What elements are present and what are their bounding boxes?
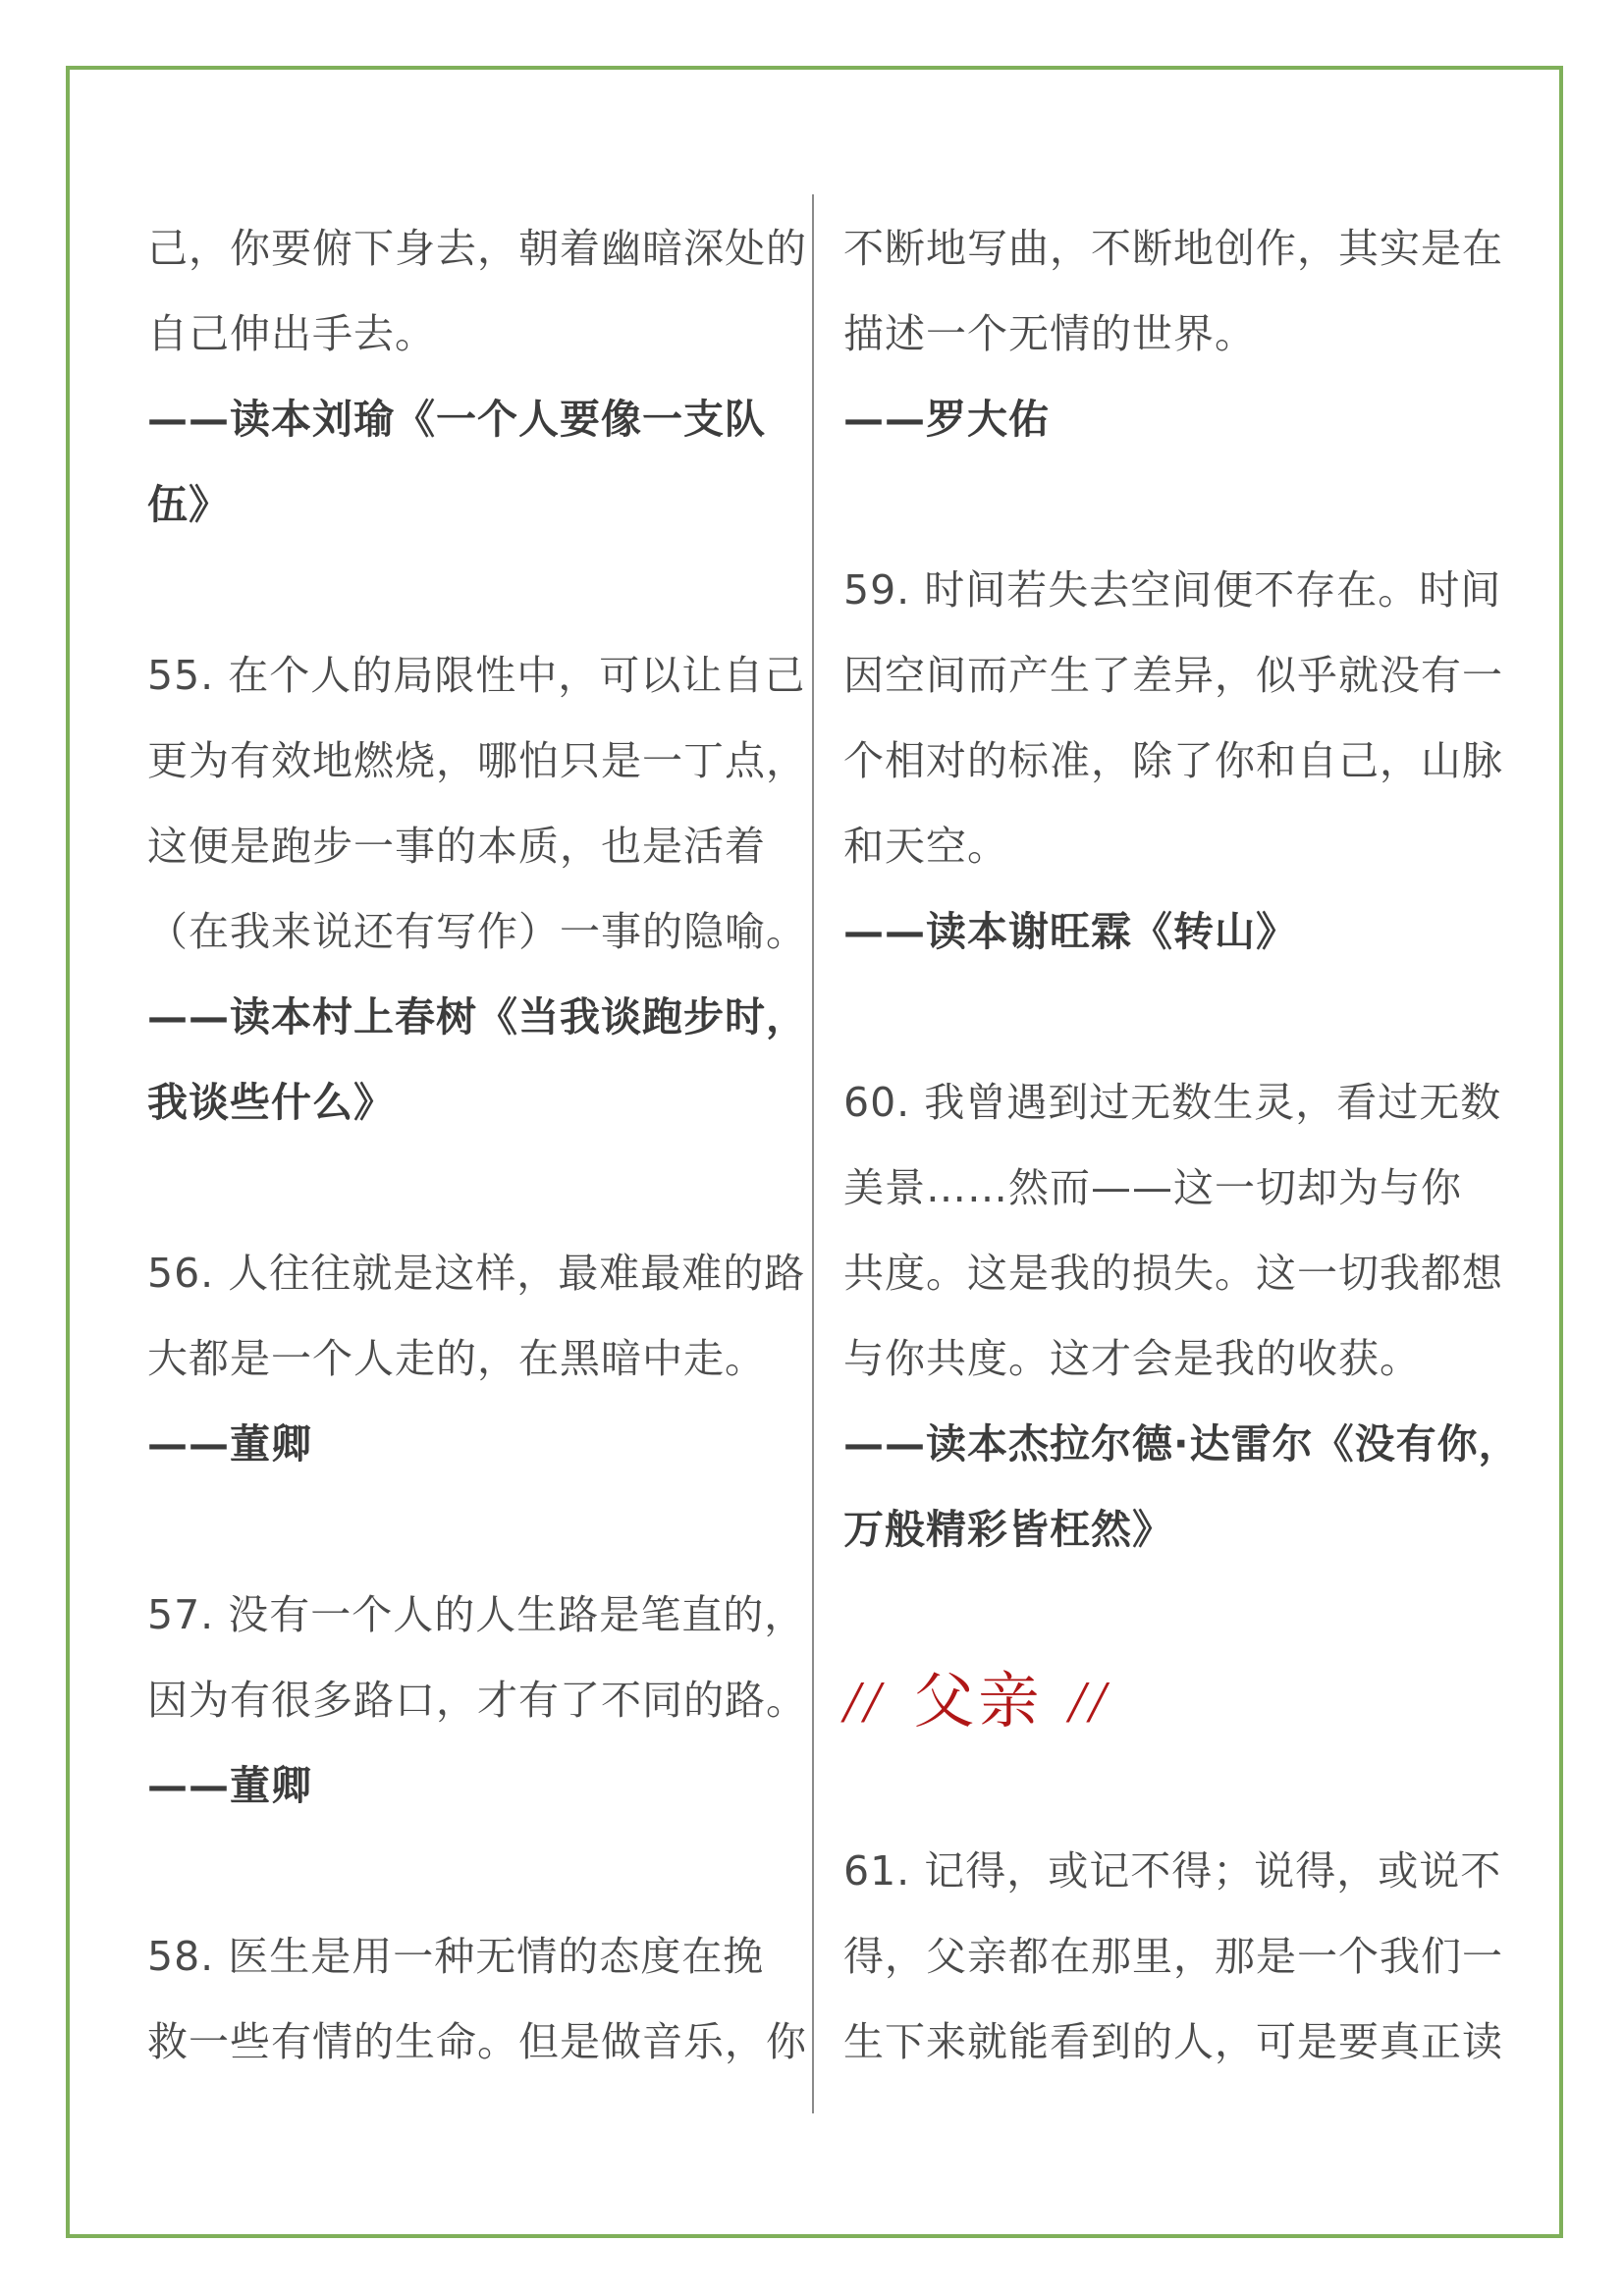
quote-attribution: ——读本刘瑜《一个人要像一支队 — [147, 396, 766, 443]
quote-attribution: 我谈些什么》 — [147, 1079, 395, 1126]
quote-text-line: 更为有效地燃烧，哪怕只是一丁点， — [147, 737, 807, 784]
quote-attribution: ——读本杰拉尔德·达雷尔《没有你， — [843, 1420, 1520, 1468]
heading-title: 父亲 — [913, 1665, 1044, 1736]
blank-line — [843, 975, 1491, 1060]
left-column — [147, 206, 807, 2085]
quote-text-line: 不断地写曲，不断地创作，其实是在 — [843, 225, 1503, 272]
quote-text-line: 因空间而产生了差异，似乎就没有一 — [843, 652, 1503, 699]
right-column-top — [843, 206, 1520, 1658]
quote-text-line: 61. 记得，或记不得；说得，或说不 — [843, 1847, 1502, 1895]
right-column-bottom — [843, 1743, 1503, 2085]
quote-text-line: 这便是跑步一事的本质，也是活着 — [147, 823, 766, 870]
blank-line — [147, 1487, 790, 1573]
quote-text-line: 56. 人往往就是这样，最难最难的路 — [147, 1250, 806, 1297]
quote-text-line: 共度。这是我的损失。这一切我都想 — [843, 1250, 1503, 1297]
quote-text-line: 大都是一个人走的，在黑暗中走。 — [147, 1335, 766, 1382]
blank-line — [147, 548, 790, 633]
quote-text-line: 与你共度。这才会是我的收获。 — [843, 1335, 1421, 1382]
quote-text-line: 美景……然而——这一切却为与你 — [843, 1164, 1462, 1211]
section-heading — [843, 1658, 1491, 1743]
blank-line — [843, 462, 1491, 548]
quote-text-line: 描述一个无情的世界。 — [843, 310, 1256, 357]
quote-text-line: 和天空。 — [843, 823, 1008, 870]
quote-text-line: 生下来就能看到的人，可是要真正读 — [843, 2018, 1503, 2065]
quote-text-line: 己，你要俯下身去，朝着幽暗深处的 — [147, 225, 807, 272]
quote-text-line: 58. 医生是用一种无情的态度在挽 — [147, 1933, 765, 1980]
quote-text-line: 57. 没有一个人的人生路是笔直的， — [147, 1591, 806, 1638]
quote-attribution: ——董卿 — [147, 1762, 312, 1809]
quote-attribution: ——董卿 — [147, 1420, 312, 1468]
quote-text-line: 59. 时间若失去空间便不存在。时间 — [843, 566, 1502, 614]
blank-line — [843, 1573, 1491, 1658]
quote-text-line: 得，父亲都在那里，那是一个我们一 — [843, 1933, 1503, 1980]
quote-attribution: ——读本村上春树《当我谈跑步时， — [147, 993, 807, 1041]
blank-line — [147, 1829, 790, 1914]
blank-line — [147, 1146, 790, 1231]
heading-prefix: // — [843, 1670, 885, 1735]
quote-attribution: 万般精彩皆枉然》 — [843, 1506, 1173, 1553]
quote-text-line: 60. 我曾遇到过无数生灵，看过无数 — [843, 1079, 1502, 1126]
quote-text-line: 自己伸出手去。 — [147, 310, 436, 357]
right-column — [843, 206, 1520, 2085]
quote-text-line: 55. 在个人的局限性中，可以让自己 — [147, 652, 806, 699]
quote-text-line: 救一些有情的生命。但是做音乐，你 — [147, 2018, 807, 2065]
column-divider — [812, 194, 814, 2113]
quote-attribution: ——读本谢旺霖《转山》 — [843, 908, 1297, 955]
quote-attribution: ——罗大佑 — [843, 396, 1050, 443]
quote-text-line: 个相对的标准，除了你和自己，山脉 — [843, 737, 1503, 784]
quote-attribution: 伍》 — [147, 481, 230, 528]
quote-text-line: （在我来说还有写作）一事的隐喻。 — [147, 908, 807, 955]
blank-line — [843, 1743, 1491, 1829]
heading-suffix: // — [1068, 1670, 1110, 1735]
quote-text-line: 因为有很多路口，才有了不同的路。 — [147, 1677, 807, 1724]
